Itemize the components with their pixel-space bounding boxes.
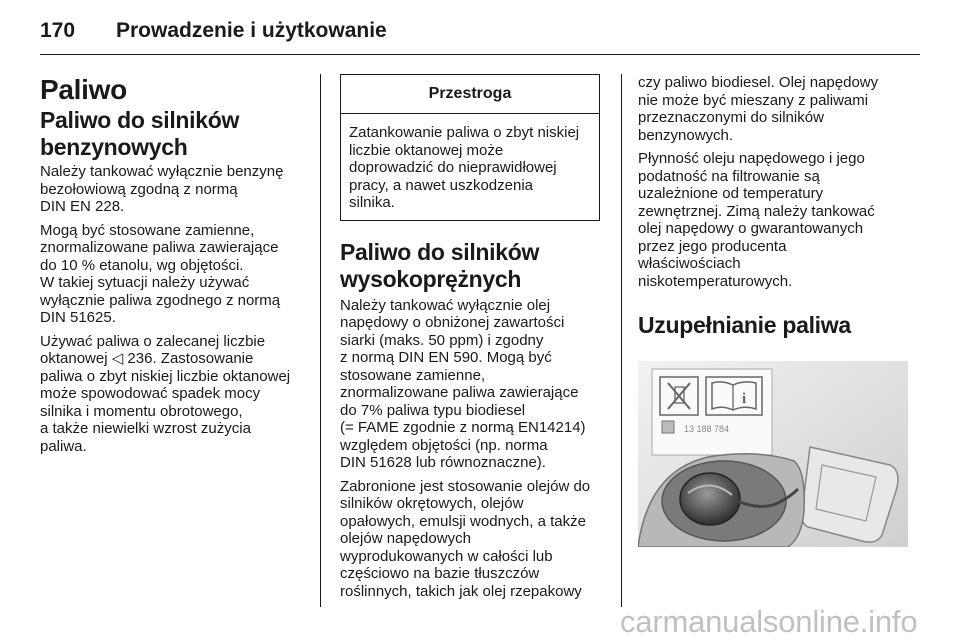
label-code: 13 188 784 <box>684 424 730 434</box>
heading-paliwo: Paliwo <box>40 74 127 105</box>
paragraph: czy paliwo biodiesel. Olej napędowy nie może być mieszany z paliwami przeznaczonymi do silników benzynowych. <box>638 74 879 144</box>
page-header <box>40 14 920 55</box>
column-right <box>638 74 908 547</box>
paragraph: Mogą być stosowane zamienne, znormalizowane paliwa zawierające do 10 % etanolu, wg objętości. W takiej sytuacji należy używać wyłącznie paliwa zgodnego z normą DIN 51625. <box>40 221 281 326</box>
fuel-filler-flap-illustration <box>638 361 908 547</box>
paragraph: Należy tankować wyłącznie benzynę bezołowiową zgodną z normą DIN EN 228. <box>40 163 284 215</box>
svg-text:i: i <box>742 391 747 407</box>
page-number: 170 <box>40 19 76 42</box>
paragraph: Zabronione jest stosowanie olejów do silników okrętowych, olejów opałowych, emulsji wodnych, a także olejów napędowych wyprodukowanych w całości lub częściowo na bazie tłuszczów roślinnych, takich jak olej rzepakowy <box>340 477 591 600</box>
paragraph: Należy tankować wyłącznie olej napędowy o obniżonej zawartości siarki (maks. 50 ppm) i zgodny z normą DIN EN 590. Mogą być stosowane zamienne, znormalizowane paliwa zawierające do 7% paliwa typu biodiesel (= FAME zgodnie z normą EN14214) względem objętości (np. norma DIN 51628 lub równoznaczne). <box>340 296 586 471</box>
heading-petrol-fuel: Paliwo do silników benzynowych <box>40 107 240 160</box>
fuel-flap-drawing <box>638 361 908 547</box>
caution-title: Przestroga <box>341 75 599 114</box>
watermark: carmanualsonline.info <box>620 604 918 639</box>
column-divider <box>621 74 622 607</box>
caution-text: Zatankowanie paliwa o zbyt niskiej liczbie oktanowej może doprowadzić do nieprawidłowej pracy, a nawet uszkodzenia silnika. <box>349 124 580 211</box>
text: Używać paliwa o zalecanej liczbie oktanowej <box>40 332 266 367</box>
column-divider <box>320 74 321 607</box>
heading-refuelling: Uzupełnianie paliwa <box>638 312 851 338</box>
column-left <box>40 74 306 461</box>
column-middle <box>340 74 604 606</box>
caution-box <box>340 74 600 221</box>
text: 236. Zastosowanie paliwa o zbyt niskiej liczbie oktanowej może spowodować spadek mocy silnika i momentu obrotowego, a także niewielki wzrost zużycia paliwa. <box>40 350 291 455</box>
paragraph-octane <box>40 333 306 456</box>
paragraph: Płynność oleju napędowego i jego podatność na filtrowanie są uzależnione od temperatury zewnętrznej. Zimą należy tankować olej napędowy o gwarantowanych przez jego producenta właściwościach niskotemperaturowych. <box>638 150 875 290</box>
heading-diesel-fuel: Paliwo do silników wysokoprężnych <box>340 238 540 292</box>
filler-cap <box>680 473 740 525</box>
section-title: Prowadzenie i użytkowanie <box>116 19 387 42</box>
page-reference-icon: ◁ <box>111 350 124 367</box>
